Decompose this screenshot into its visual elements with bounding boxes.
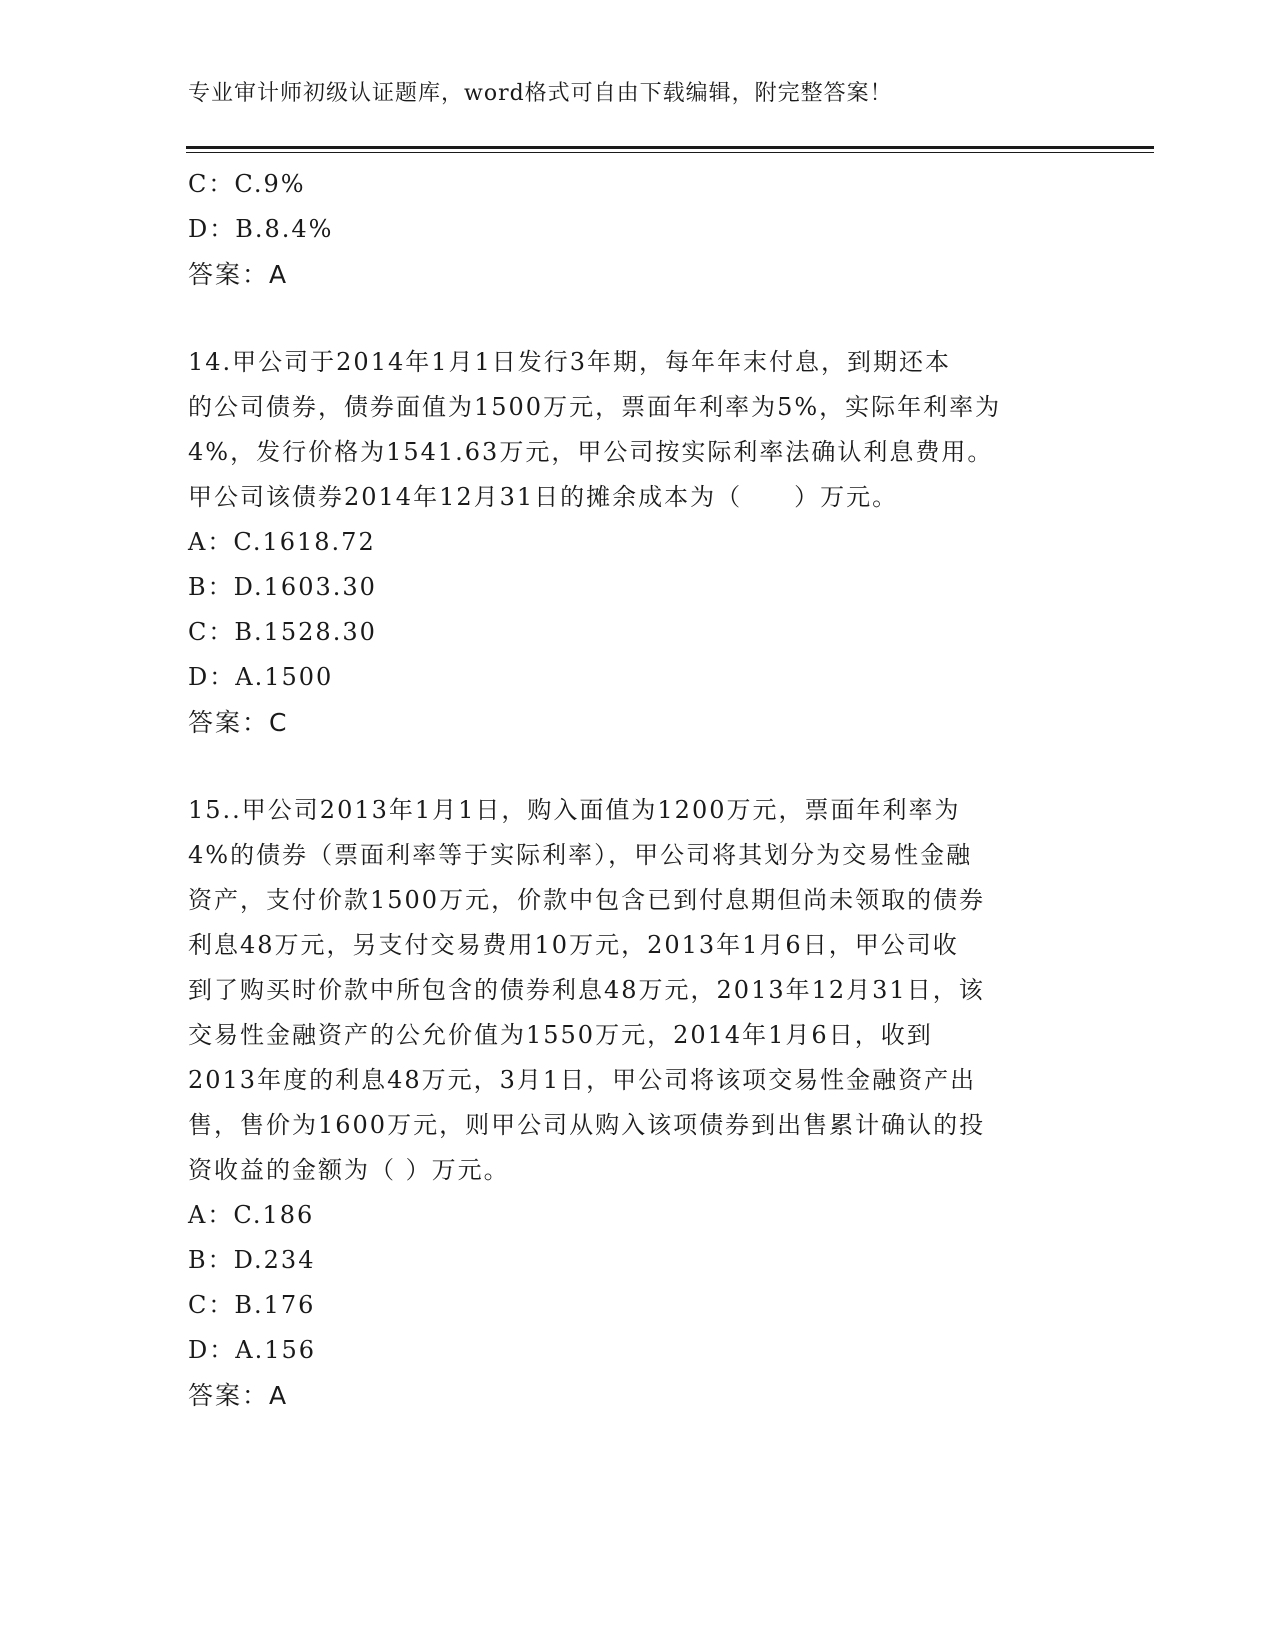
question-14-options [188, 520, 1088, 700]
page-header: 专业审计师初级认证题库，word格式可自由下载编辑，附完整答案！ [188, 81, 893, 106]
question-text-line: 4%，发行价格为1541.63万元，甲公司按实际利率法确认利息费用。 [188, 438, 994, 466]
option-d: D：A.1500 [188, 663, 334, 691]
option-c: C：B.1528.30 [188, 618, 377, 646]
spacer [188, 297, 1088, 340]
option-c: C：B.176 [188, 1291, 316, 1319]
header-divider-thin [186, 152, 1154, 153]
question-15-options [188, 1193, 1088, 1373]
option-a: A：C.1618.72 [188, 528, 376, 556]
document-body [188, 162, 1088, 1418]
prev-question-options [188, 162, 1088, 252]
option-d: D：A.156 [188, 1336, 317, 1364]
header-divider [186, 146, 1154, 149]
option-d: D：B.8.4% [188, 215, 334, 243]
question-text-line: 4%的债券（票面利率等于实际利率），甲公司将其划分为交易性金融 [188, 841, 973, 869]
question-text-line: 15..甲公司2013年1月1日，购入面值为1200万元，票面年利率为 [188, 796, 961, 824]
answer-line: 答案：A [188, 1381, 289, 1410]
question-text-line: 售，售价为1600万元，则甲公司从购入该项债券到出售累计确认的投 [188, 1111, 986, 1139]
question-text-line: 的公司债券，债券面值为1500万元，票面年利率为5%，实际年利率为 [188, 393, 1002, 421]
question-15 [188, 788, 1088, 1193]
option-b: B：D.234 [188, 1246, 316, 1274]
option-b: B：D.1603.30 [188, 573, 377, 601]
option-a: A：C.186 [188, 1201, 315, 1229]
answer-line: 答案：C [188, 708, 289, 737]
question-text-line: 资收益的金额为（ ）万元。 [188, 1156, 510, 1184]
question-text-line: 2013年度的利息48万元，3月1日，甲公司将该项交易性金融资产出 [188, 1066, 977, 1094]
question-text-line: 利息48万元，另支付交易费用10万元，2013年1月6日，甲公司收 [188, 931, 959, 959]
question-text-line: 14.甲公司于2014年1月1日发行3年期，每年年末付息，到期还本 [188, 348, 952, 376]
question-text-line: 到了购买时价款中所包含的债券利息48万元，2013年12月31日，该 [188, 976, 985, 1004]
spacer [188, 745, 1088, 788]
question-text-line: 甲公司该债券2014年12月31日的摊余成本为（ ）万元。 [188, 483, 899, 511]
answer-line: 答案：A [188, 260, 289, 289]
option-c: C：C.9% [188, 170, 306, 198]
question-text-line: 交易性金融资产的公允价值为1550万元，2014年1月6日，收到 [188, 1021, 933, 1049]
question-text-line: 资产，支付价款1500万元，价款中包含已到付息期但尚未领取的债券 [188, 886, 986, 914]
question-14 [188, 340, 1088, 520]
